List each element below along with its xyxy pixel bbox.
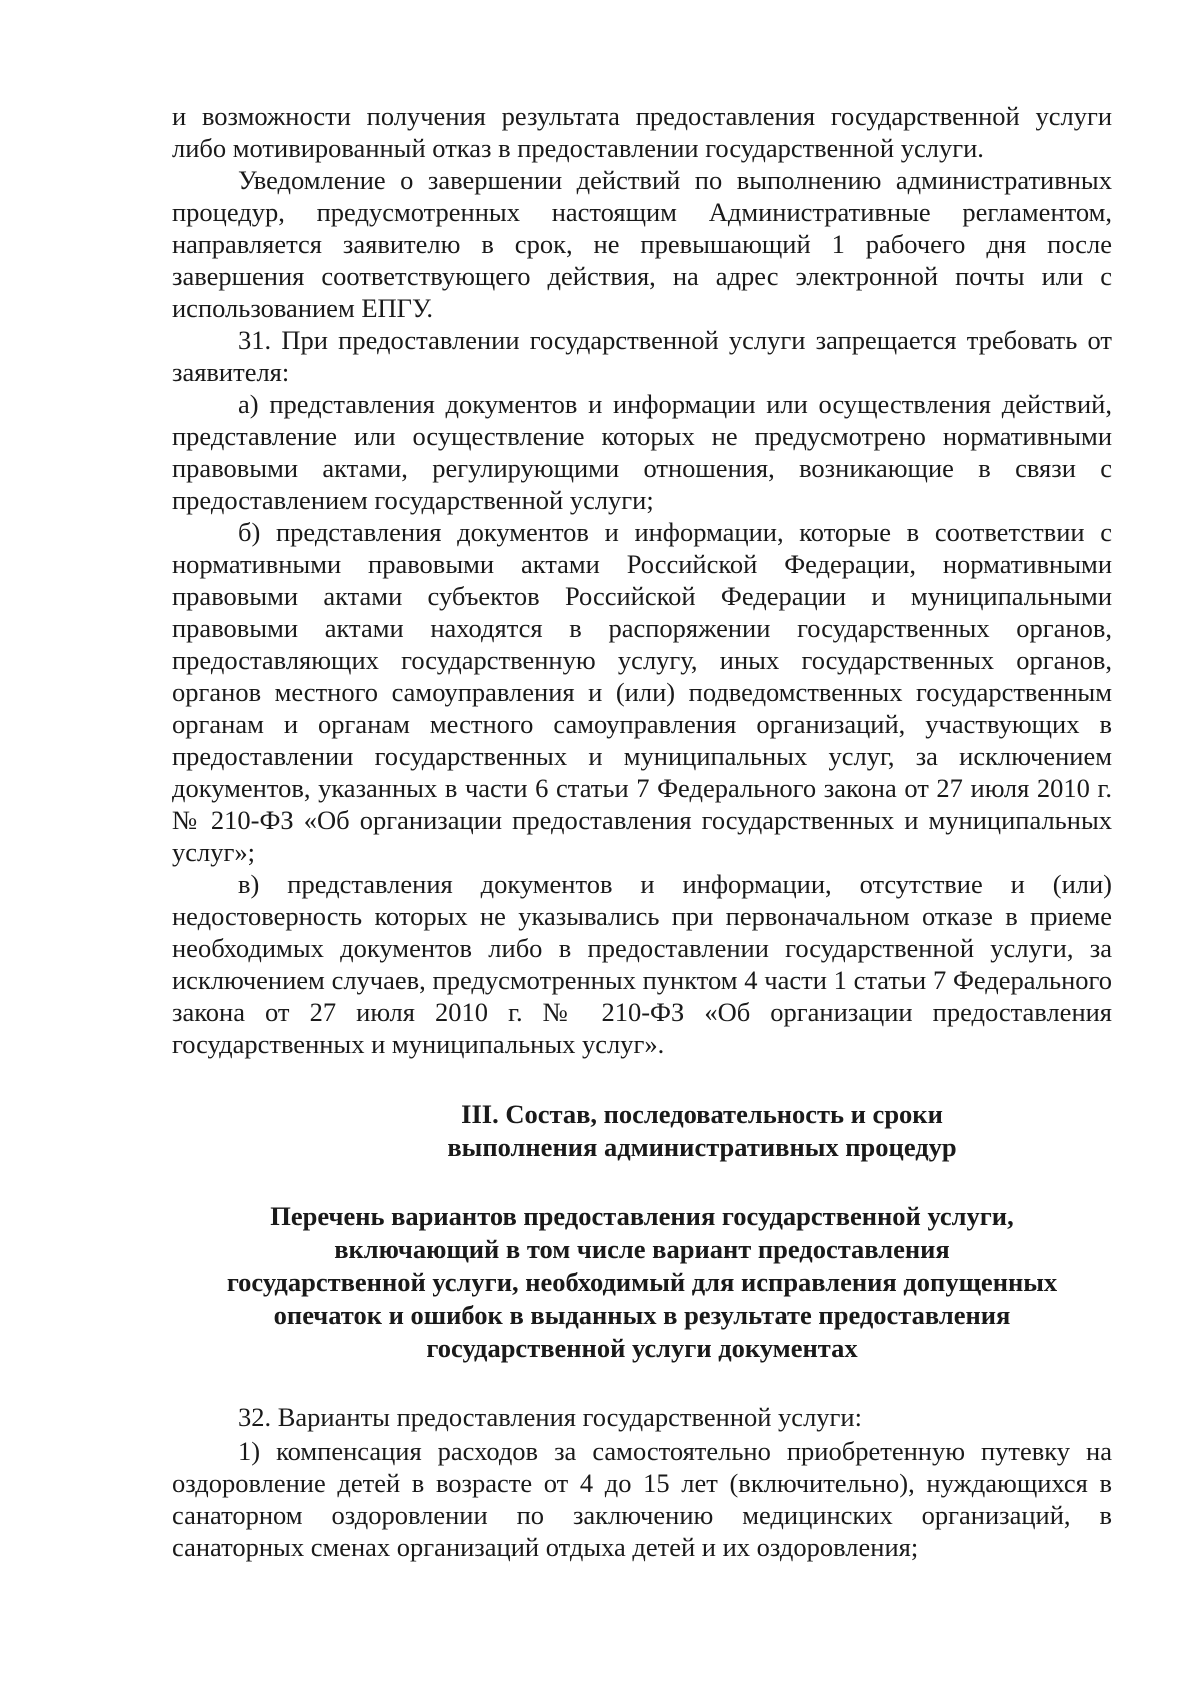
section-heading-line-1: III. Состав, последовательность и сроки [461, 1099, 943, 1129]
paragraph-31: 31. При предоставлении государственной услуги запрещается требовать от заявителя: [172, 325, 1112, 387]
section-heading [172, 1098, 1112, 1164]
sub-heading-line-2: включающий в том числе вариант предоставления [334, 1234, 950, 1264]
paragraph-31-a: а) представления документов и информации или осуществления действий, представление или осуществление которых не предусмотрено нормативными правовыми актами, регулирующими отношения, возникающие в связи с предоставлением государственной услуги; [172, 389, 1112, 515]
section-heading-line-2: выполнения административных процедур [447, 1132, 957, 1162]
paragraph-notification: Уведомление о завершении действий по выполнению административных процедур, предусмотренных настоящим Административные регламентом, направляется заявителю в срок, не превышающий 1 рабочего дня после завершения соответствующего действия, на адрес электронной почты или с использованием ЕПГУ. [172, 165, 1112, 323]
sub-heading-line-5: государственной услуги документах [426, 1333, 858, 1363]
document-page [172, 100, 1112, 1680]
paragraph-32-1: 1) компенсация расходов за самостоятельно приобретенную путевку на оздоровление детей в возрасте от 4 до 15 лет (включительно), нуждающихся в санаторном оздоровлении по заключению медицинских организаций, в санаторных сменах организаций отдыха детей и их оздоровления; [172, 1436, 1112, 1562]
paragraph-result-refusal: и возможности получения результата предоставления государственной услуги либо мотивированный отказ в предоставлении государственной услуги. [172, 101, 1112, 163]
sub-heading [172, 1200, 1112, 1365]
sub-heading-line-4: опечаток и ошибок в выданных в результате предоставления [273, 1300, 1011, 1330]
paragraph-31-v: в) представления документов и информации, отсутствие и (или) недостоверность которых не указывались при первоначальном отказе в приеме необходимых документов либо в предоставлении государственной услуги, за исключением случаев, предусмотренных пунктом 4 части 1 статьи 7 Федерального закона от 27 июля 2010 г. № 210-ФЗ «Об организации предоставления государственных и муниципальных услуг». [172, 869, 1112, 1059]
sub-heading-line-3: государственной услуги, необходимый для исправления допущенных [226, 1267, 1058, 1297]
sub-heading-line-1: Перечень вариантов предоставления государственной услуги, [270, 1201, 1014, 1231]
paragraph-32: 32. Варианты предоставления государственной услуги: [238, 1402, 862, 1432]
paragraph-31-b: б) представления документов и информации, которые в соответствии с нормативными правовыми актами Российской Федерации, нормативными правовыми актами субъектов Российской Федерации и муниципальными правовыми актами находятся в распоряжении государственных органов, предоставляющих государственную услугу, иных государственных органов, органов местного самоуправления и (или) подведомственных государственным органам и органам местного самоуправления организаций, участвующих в предоставлении государственных и муниципальных услуг, за исключением документов, указанных в части 6 статьи 7 Федерального закона от 27 июля 2010 г. № 210-ФЗ «Об организации предоставления государственных и муниципальных услуг»; [172, 517, 1112, 867]
